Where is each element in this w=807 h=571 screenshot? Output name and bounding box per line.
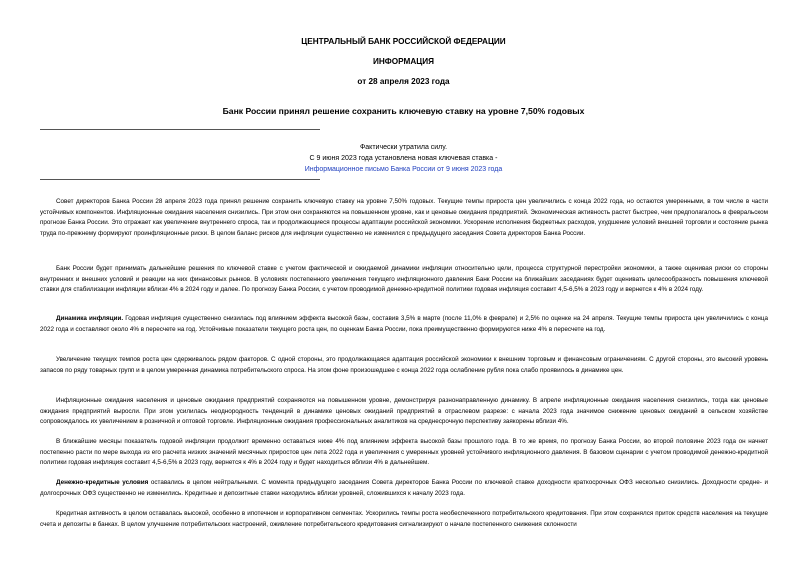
section-heading-monetary-conditions: Денежно-кредитные условия [56, 479, 149, 486]
divider-bottom [40, 179, 320, 180]
paragraph-2: Банк России будет принимать дальнейшие решения по ключевой ставке с учетом фактической и ожидаемой динамики инфляции относительно цели, процесса структурной перестройки экономики, а также оценивая риски со стороны внутренних и внешних условий и реакции на них финансовых рынков. В условиях постепенного увеличения текущего инфляционного давления Банк России на ближайших заседаниях будет оценивать целесообразность повышения ключевой ставки для стабилизации инфляции вблизи 4% в 2024 году и далее. По прогнозу Банка России, с учетом проводимой денежно-кредитной политики годовая инфляция составит 4,5-6,5% в 2023 году и вернется к 4% в 2024 году. [40, 265, 768, 294]
paragraph-8: Кредитная активность в целом оставалась высокой, особенно в ипотечном и корпоративном сегментах. Ускорились темпы роста необеспеченного потребительского кредитования. При этом сохранялся приток средств населения на текущие счета и депозиты в банках. В целом улучшение потребительских настроений, оживление потребительского кредитования сигнализируют о начале постепенного снижения склонности [40, 510, 768, 528]
paragraph-7 [40, 478, 768, 499]
paragraph-4: Увеличение текущих темпов роста цен сдерживалось рядом факторов. С одной стороны, это продолжающаяся адаптация российской экономики к внешним торговым и финансовым ограничениям. С другой стороны, это высокий уровень запасов по ряду товарных групп и в целом умеренная динамика потребительского спроса. На этом фоне произошедшее с конца 2022 года ослабление рубля пока слабо проявилось в динамике цен. [40, 356, 768, 374]
divider-top [40, 129, 320, 130]
paragraph-5: Инфляционные ожидания населения и ценовые ожидания предприятий сохраняются на повышенном уровне, демонстрируя разнонаправленную динамику. В апреле инфляционные ожидания населения снизились, тогда как ценовые ожидания предприятий выросли. При этом усилилась неоднородность тенденций в динамике ценовых ожиданий предприятий в отраслевом разрезе: с начала 2023 года значимое снижение ценовых ожиданий в сельском хозяйстве сопровождалось их увеличением в розничной и оптовой торговле. Инфляционные ожидания профессиональных аналитиков на среднесрочную перспективу заякорены вблизи 4%. [40, 397, 768, 426]
status-note-link-row [0, 164, 807, 175]
doc-type: ИНФОРМАЦИЯ [373, 57, 434, 66]
paragraph-7-text: оставались в целом нейтральными. С момента предыдущего заседания Совета директоров Банка России по ключевой ставке доходности краткосрочных ОФЗ несколько снизились. Доходности средне- и долгосрочных ОФЗ существенно не изменились. Кредитные и депозитные ставки находились вблизи уровней, сложившихся к началу 2023 года. [40, 479, 768, 497]
paragraph-3 [40, 314, 768, 335]
paragraph-1: Совет директоров Банка России 28 апреля 2023 года принял решение сохранить ключевую ставку на уровне 7,50% годовых. Текущие темпы прироста цен увеличились с конца 2022 года, но остаются умеренными, в том числе в части устойчивых компонентов. Инфляционные ожидания населения снизились. При этом они сохраняются на повышенном уровне, как и ценовые ожидания предприятий. Экономическая активность растет быстрее, чем предполагалось в февральском прогнозе Банка России. Это отражает как увеличение внутреннего спроса, так и продолжающиеся процессы адаптации российской экономики. Ускорение исполнения бюджетных расходов, ухудшение условий внешней торговли и состояние рынка труда по-прежнему формируют проинфляционные риски. В целом баланс рисков для инфляции существенно не изменился с предыдущего заседания Совета директоров Банка России. [40, 198, 768, 237]
superseding-doc-link[interactable]: Информационное письмо Банка России от 9 июня 2023 года [304, 166, 503, 173]
section-heading-inflation: Динамика инфляции. [56, 315, 124, 322]
doc-date: от 28 апреля 2023 года [357, 77, 450, 86]
paragraph-6: В ближайшие месяцы показатель годовой инфляции продолжит временно оставаться ниже 4% под влиянием эффекта высокой базы прошлого года. В то же время, по прогнозу Банка России, во второй половине 2023 года он начнет постепенно расти по мере выхода из его расчета низких значений месячных приростов цен лета 2022 года и увеличения с умеренных уровней устойчивого инфляционного давления. В базовом сценарии с учетом проводимой денежно-кредитной политики годовая инфляция составит 4,5-6,5% в 2023 году, вернется к 4% в 2024 году и будет находиться вблизи 4% в дальнейшем. [40, 438, 768, 467]
status-note-line2: С 9 июня 2023 года установлена новая ключевая ставка - [309, 155, 498, 162]
paragraph-3-text: Годовая инфляция существенно снизилась под влиянием эффекта высокой базы, составив 3,5% в марте (после 11,0% в феврале) и 2,5% по оценке на 24 апреля. Текущие темпы прироста цен увеличились с конца 2022 года и составляют около 4% в пересчете на год. Устойчивые показатели текущего роста цен, по оценкам Банка России, пока преимущественно формируются ниже 4% в пересчете на год. [40, 315, 768, 333]
status-note-line1: Фактически утратила силу. [359, 144, 448, 151]
doc-title: Банк России принял решение сохранить ключевую ставку на уровне 7,50% годовых [222, 106, 585, 116]
org-name: ЦЕНТРАЛЬНЫЙ БАНК РОССИЙСКОЙ ФЕДЕРАЦИИ [301, 37, 506, 46]
